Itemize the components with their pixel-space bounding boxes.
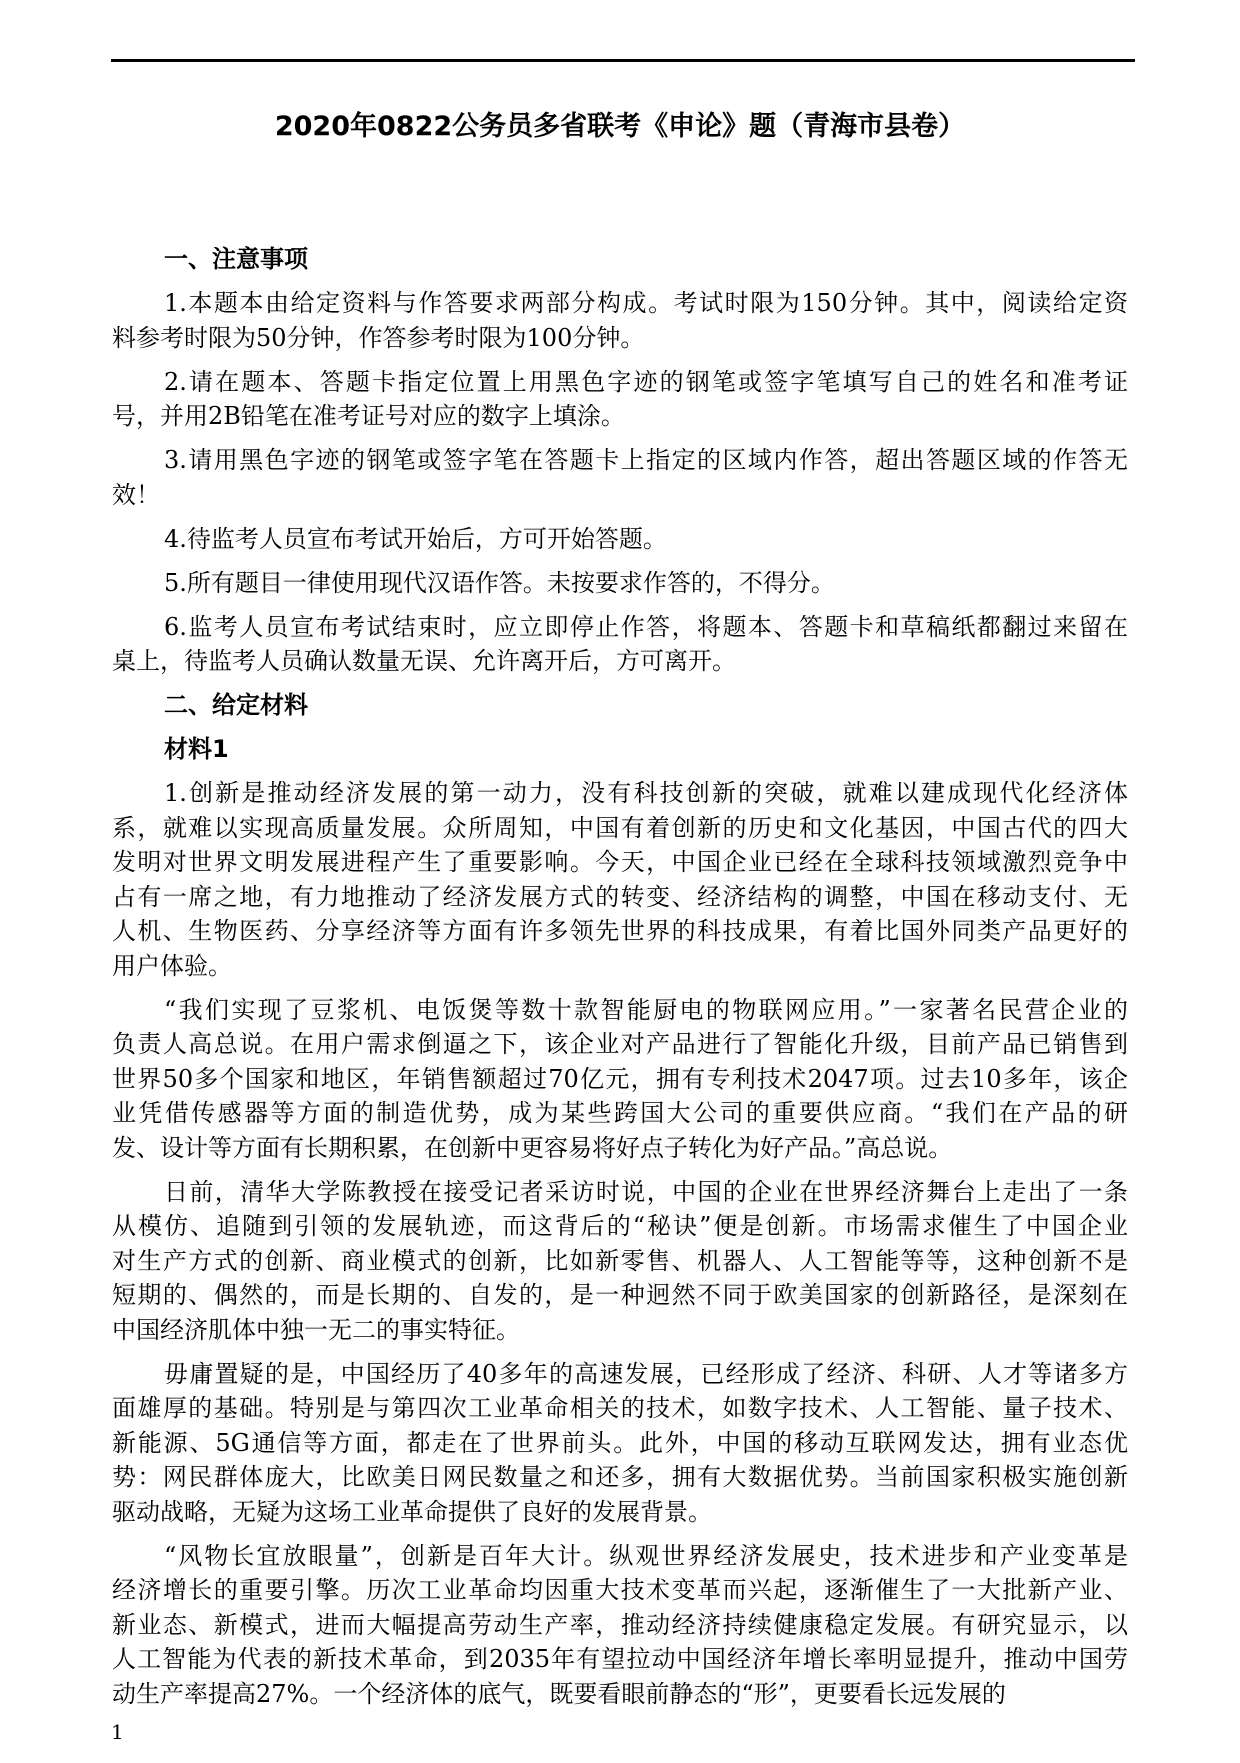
- text-line: 经济增长的重要引擎。历次工业革命均因重大技术变革而兴起，逐渐催生了一大批新产业、: [112, 1576, 1128, 1604]
- text-line: 4.待监考人员宣布考试开始后，方可开始答题。: [164, 524, 667, 553]
- text-line: 业凭借传感器等方面的制造优势，成为某些跨国大公司的重要供应商。“我们在产品的研: [112, 1099, 1128, 1127]
- text-line: “风物长宜放眼量”，创新是百年大计。纵观世界经济发展史，技术进步和产业变革是: [164, 1541, 1128, 1570]
- text-line: 效！: [112, 480, 160, 509]
- text-line: 用户体验。: [112, 951, 232, 980]
- text-line: 2.请在题本、答题卡指定位置上用黑色字迹的钢笔或签字笔填写自己的姓名和准考证: [164, 367, 1128, 396]
- text-line: 新能源、5G通信等方面，都走在了世界前头。此外，中国的移动互联网发达，拥有业态优: [112, 1428, 1128, 1457]
- paragraph: [112, 286, 1128, 355]
- text-line: 3.请用黑色字迹的钢笔或签字笔在答题卡上指定的区域内作答，超出答题区域的作答无: [164, 446, 1128, 474]
- paragraph: [112, 993, 1128, 1166]
- text-line: 号，并用2B铅笔在准考证号对应的数字上填涂。: [112, 402, 625, 430]
- text-line: 日前，清华大学陈教授在接受记者采访时说，中国的企业在世界经济舞台上走出了一条: [164, 1177, 1128, 1206]
- paragraph: [112, 776, 1128, 983]
- text-line: 短期的、偶然的，而是长期的、自发的，是一种迥然不同于欧美国家的创新路径，是深刻在: [112, 1281, 1128, 1309]
- text-line: 1.创新是推动经济发展的第一动力，没有科技创新的突破，就难以建成现代化经济体: [164, 779, 1128, 807]
- text-line: 世界50多个国家和地区，年销售额超过70亿元，拥有专利技术2047项。过去10多年，该企: [112, 1064, 1128, 1093]
- text-line: 材料1: [164, 735, 229, 763]
- section-heading: [112, 732, 1128, 767]
- section-heading: [112, 242, 1128, 277]
- page-title: 2020年0822公务员多省联考《申论》题（青海市县卷）: [274, 111, 966, 142]
- text-line: 1.本题本由给定资料与作答要求两部分构成。考试时限为150分钟。其中，阅读给定资: [164, 289, 1128, 317]
- paragraph: [112, 1539, 1128, 1712]
- document-body: [112, 242, 1128, 1711]
- text-line: “我们实现了豆浆机、电饭煲等数十款智能厨电的物联网应用。”一家著名民营企业的: [164, 995, 1128, 1024]
- section-heading: [112, 688, 1128, 723]
- text-line: 二、给定材料: [164, 691, 308, 719]
- text-line: 对生产方式的创新、商业模式的创新，比如新零售、机器人、人工智能等等，这种创新不是: [112, 1246, 1128, 1275]
- text-line: 一、注意事项: [164, 245, 308, 273]
- text-line: 中国经济肌体中独一无二的事实特征。: [112, 1315, 520, 1344]
- text-line: 发明对世界文明发展进程产生了重要影响。今天，中国企业已经在全球科技领域激烈竞争中: [112, 848, 1128, 876]
- text-line: 料参考时限为50分钟，作答参考时限为100分钟。: [112, 323, 645, 352]
- text-line: 面雄厚的基础。特别是与第四次工业革命相关的技术，如数字技术、人工智能、量子技术、: [112, 1394, 1128, 1422]
- page-flow: [112, 242, 1128, 1763]
- header-rule: [111, 59, 1135, 62]
- text-line: 势：网民群体庞大，比欧美日网民数量之和还多，拥有大数据优势。当前国家积极实施创新: [112, 1463, 1128, 1491]
- text-line: 发、设计等方面有长期积累，在创新中更容易将好点子转化为好产品。”高总说。: [112, 1133, 953, 1162]
- paragraph: [112, 365, 1128, 434]
- paragraph: [112, 443, 1128, 512]
- text-line: 占有一席之地，有力地推动了经济发展方式的转变、经济结构的调整，中国在移动支付、无: [112, 882, 1128, 911]
- paragraph: [112, 1175, 1128, 1348]
- text-line: 负责人高总说。在用户需求倒逼之下，该企业对产品进行了智能化升级，目前产品已销售到: [112, 1030, 1128, 1058]
- text-line: 人机、生物医药、分享经济等方面有许多领先世界的科技成果，有着比国外同类产品更好的: [112, 917, 1128, 945]
- text-line: 5.所有题目一律使用现代汉语作答。未按要求作答的，不得分。: [164, 568, 835, 597]
- paragraph: [112, 566, 1128, 601]
- text-line: 新业态、新模式，进而大幅提高劳动生产率，推动经济持续健康稳定发展。有研究显示，以: [112, 1610, 1128, 1639]
- text-line: 桌上，待监考人员确认数量无误、允许离开后，方可离开。: [112, 647, 736, 675]
- paragraph: [112, 1357, 1128, 1530]
- text-line: 从模仿、追随到引领的发展轨迹，而这背后的“秘诀”便是创新。市场需求催生了中国企业: [112, 1212, 1128, 1240]
- text-line: 系，就难以实现高质量发展。众所周知，中国有着创新的历史和文化基因，中国古代的四大: [112, 813, 1128, 842]
- text-line: 人工智能为代表的新技术革命，到2035年有望拉动中国经济年增长率明显提升，推动中国劳: [112, 1645, 1128, 1673]
- paragraph: [112, 522, 1128, 557]
- text-line: 毋庸置疑的是，中国经历了40多年的高速发展，已经形成了经济、科研、人才等诸多方: [164, 1359, 1128, 1388]
- paragraph: [112, 610, 1128, 679]
- text-line: 驱动战略，无疑为这场工业革命提供了良好的发展背景。: [112, 1497, 712, 1526]
- text-line: 动生产率提高27%。一个经济体的底气，既要看眼前静态的“形”，更要看长远发展的: [112, 1679, 1006, 1708]
- page-number: 1: [111, 1719, 124, 1744]
- text-line: 6.监考人员宣布考试结束时，应立即停止作答，将题本、答题卡和草稿纸都翻过来留在: [164, 612, 1128, 641]
